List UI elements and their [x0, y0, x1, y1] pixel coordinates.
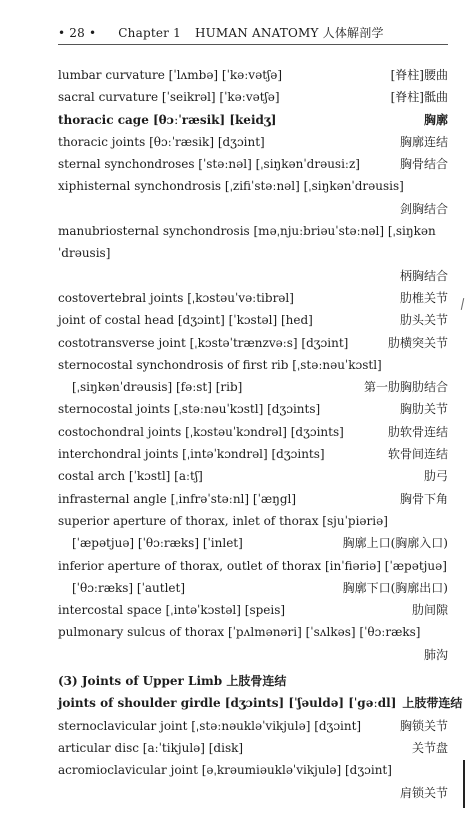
- entry-term: manubriosternal synchondrosis [məˌnjuːbriəuˈstəːnəl] [ˌsiŋkənˈdrəusis]: [58, 224, 436, 261]
- entry-translation: 关节盘: [411, 740, 448, 755]
- entry-row: [58, 64, 448, 86]
- entry-row: [58, 465, 448, 487]
- entry-term: [ˌsiŋkənˈdrəusis] [fəːst] [rib]: [72, 380, 243, 395]
- entry-translation: 肋横突关节: [387, 335, 448, 350]
- entry-translation: 胸骨下角: [399, 491, 448, 506]
- entry-term: costochondral joints [ˌkɔstəuˈkɔndrəl] [dʒɔints]: [58, 424, 344, 439]
- entry-translation: 剑胸结合: [399, 201, 448, 216]
- entry-term: sternocostal synchondrosis of first rib [ˌstəːnəuˈkɔstl]: [58, 357, 382, 372]
- entry-row: [58, 354, 448, 376]
- entry-term: joint of costal head [dʒɔint] [ˈkɔstəl] [hed]: [58, 313, 313, 328]
- entry-translation: 肺沟: [423, 647, 448, 662]
- entry-row: [58, 488, 448, 510]
- page-number: • 28 •: [58, 26, 97, 40]
- entry-row: [58, 309, 448, 331]
- entry-term: sternocostal joints [ˌstəːnəuˈkɔstl] [dʒɔints]: [58, 402, 321, 417]
- header-rule: [58, 44, 448, 45]
- entry-term: joints of shoulder girdle [dʒɔints] [ˈʃəuldə] [ˈgəːdl]: [58, 696, 397, 711]
- page-edge-mark: [463, 760, 465, 808]
- entry-row: [58, 510, 448, 532]
- entry-row: [58, 443, 448, 465]
- entry-term: interchondral joints [ˌintəˈkɔndrəl] [dʒɔints]: [58, 447, 325, 462]
- entry-translation: 胸肋关节: [399, 402, 448, 417]
- entry-translation: 柄胸结合: [399, 268, 448, 283]
- entry-list-thorax: [58, 64, 448, 666]
- entry-translation: 胸廓: [423, 112, 448, 127]
- entry-row: [58, 109, 448, 131]
- margin-mark: [461, 298, 464, 310]
- entry-row: [58, 692, 463, 714]
- entry-translation: 胸廓上口(胸廓入口): [342, 536, 448, 551]
- entry-row: [58, 599, 448, 621]
- page-header: [58, 24, 448, 41]
- entry-translation: 第一肋胸肋结合: [363, 380, 448, 395]
- entry-term: intercostal space [ˌintəˈkɔstəl] [speis]: [58, 603, 286, 618]
- entry-translation: 肩锁关节: [399, 785, 448, 800]
- section-title: (3) Joints of Upper Limb: [58, 674, 223, 689]
- entry-translation: [脊柱]骶曲: [390, 90, 448, 105]
- entry-term: thoracic joints [θɔːˈræsik] [dʒɔint]: [58, 134, 265, 149]
- entry-translation: 肋间隙: [411, 603, 448, 618]
- section-heading: [58, 670, 448, 692]
- entry-row: [58, 715, 448, 737]
- entry-translation: 胸骨结合: [399, 157, 448, 172]
- chapter-title: HUMAN ANATOMY: [194, 26, 319, 40]
- entry-row: [58, 86, 448, 108]
- entry-term: inferior aperture of thorax, outlet of thorax [inˈfiəriə] [ˈæpətjuə]: [58, 558, 447, 573]
- entry-row: [58, 737, 448, 759]
- entry-term: lumbar curvature [ˈlʌmbə] [ˈkəːvətʃə]: [58, 68, 283, 82]
- entry-term: acromioclavicular joint [əˌkrəumiəukləˈvikjulə] [dʒɔint]: [58, 763, 392, 778]
- glossary: [58, 64, 463, 804]
- entry-term: superior aperture of thorax, inlet of thorax [sjuˈpiəriə]: [58, 513, 388, 528]
- entry-term: thoracic cage [θɔːˈræsik] [keidʒ]: [58, 112, 277, 127]
- entry-term: infrasternal angle [ˌinfrəˈstəːnl] [ˈæŋgl]: [58, 491, 297, 506]
- entry-row: [58, 376, 448, 398]
- entry-row: [58, 421, 448, 443]
- chapter-label: Chapter 1: [118, 26, 181, 40]
- entry-term: costovertebral joints [ˌkɔstəuˈvəːtibrəl]: [58, 290, 294, 305]
- entry-translation: 软骨间连结: [387, 447, 448, 462]
- entry-translation: 肋头关节: [399, 313, 448, 328]
- entry-term: pulmonary sulcus of thorax [ˈpʌlmənəri] [ˈsʌlkəs] [ˈθɔːræks]: [58, 625, 421, 640]
- entry-translation: 胸廓连结: [399, 134, 448, 149]
- entry-translation: 上肢带连结: [402, 696, 463, 711]
- entry-row: [58, 555, 448, 577]
- section-title-zh: 上肢骨连结: [226, 674, 287, 689]
- entry-translation: 胸锁关节: [399, 718, 448, 733]
- entry-term: costotransverse joint [ˌkɔstəˈtrænzvəːs] [dʒɔint]: [58, 335, 349, 350]
- entry-row: [58, 287, 448, 309]
- entry-term: sacral curvature [ˈseikrəl] [ˈkəːvətʃə]: [58, 90, 280, 105]
- entry-translation: 胸廓下口(胸廓出口): [342, 580, 448, 595]
- entry-row: [58, 577, 448, 599]
- entry-term: costal arch [ˈkɔstl] [aːtʃ]: [58, 469, 203, 484]
- entry-translation: 肋椎关节: [399, 290, 448, 305]
- entry-row: [58, 131, 448, 153]
- entry-translation: 肋软骨连结: [387, 424, 448, 439]
- entry-term: xiphisternal synchondrosis [ˌzifiˈstəːnəl] [ˌsiŋkənˈdrəusis]: [58, 179, 404, 194]
- chapter-title-zh: 人体解剖学: [322, 26, 384, 40]
- entry-row: [58, 398, 448, 420]
- entry-row: [58, 153, 448, 175]
- entry-term: [ˈæpətjuə] [ˈθɔːræks] [ˈinlet]: [72, 536, 243, 551]
- entry-term: sternal synchondroses [ˈstəːnəl] [ˌsiŋkənˈdrəusiːz]: [58, 157, 360, 172]
- entry-list-upper-limb: [58, 692, 463, 803]
- entry-row: [58, 532, 448, 554]
- entry-row: [58, 332, 448, 354]
- entry-translation: 肋弓: [423, 469, 448, 484]
- entry-term: sternoclavicular joint [ˌstəːnəukləˈvikjulə] [dʒɔint]: [58, 718, 362, 733]
- entry-term: articular disc [aːˈtikjulə] [disk]: [58, 740, 244, 755]
- entry-term: [ˈθɔːræks] [ˈautlet]: [72, 580, 186, 595]
- entry-translation: [脊柱]腰曲: [390, 68, 448, 82]
